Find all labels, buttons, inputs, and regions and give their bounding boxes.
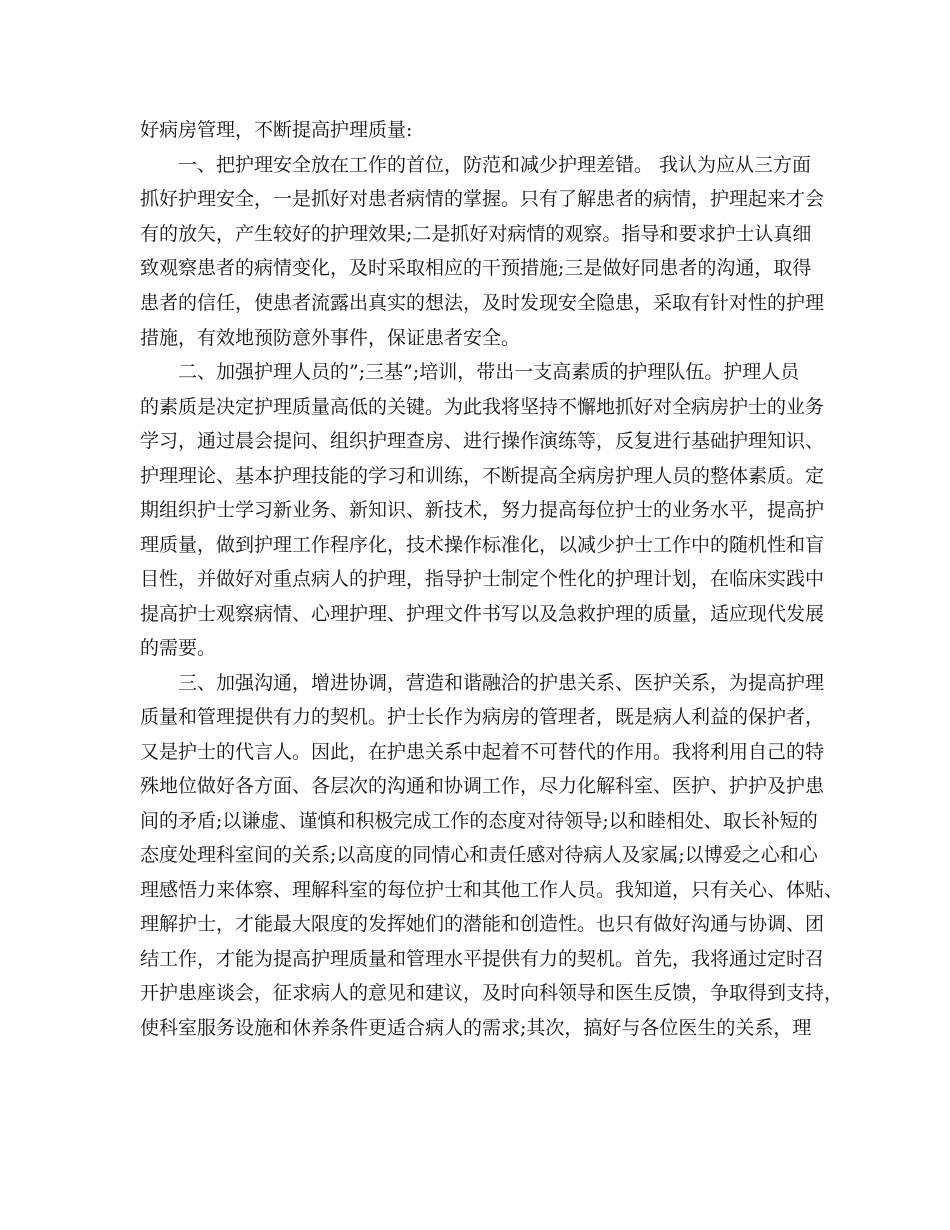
text-line: 致观察患者的病情变化，及时采取相应的干预措施;三是做好同患者的沟通，取得 — [140, 257, 812, 279]
text-line: 好病房管理，不断提高护理质量: — [140, 119, 413, 141]
text-line: 措施，有效地预防意外事件，保证患者安全。 — [140, 327, 521, 349]
text-line: 提高护士观察病情、心理护理、护理文件书写以及急救护理的质量，适应现代发展 — [140, 603, 825, 625]
text-line: 理质量，做到护理工作程序化，技术操作标准化，以减少护士工作中的随机性和盲 — [140, 534, 825, 556]
text-line: 理解护士，才能最大限度的发挥她们的潜能和创造性。也只有做好沟通与协调、团 — [140, 913, 825, 935]
text-line: 开护患座谈会，征求病人的意见和建议，及时向科领导和医生反馈，争取得到支持， — [140, 982, 844, 1004]
text-line: 理感悟力来体察、理解科室的每位护士和其他工作人员。我知道，只有关心、体贴、 — [140, 879, 844, 901]
text-line: 目性，并做好对重点病人的护理，指导护士制定个性化的护理计划，在临床实践中 — [140, 568, 825, 590]
text-line: 结工作，才能为提高护理质量和管理水平提供有力的契机。首先，我将通过定时召 — [140, 948, 825, 970]
text-line: 患者的信任，使患者流露出真实的想法，及时发现安全隐患，采取有针对性的护理 — [140, 292, 825, 314]
text-line: 有的放矢，产生较好的护理效果;二是抓好对病情的观察。指导和要求护士认真细 — [140, 223, 812, 245]
text-line: 护理理论、基本护理技能的学习和训练，不断提高全病房护理人员的整体素质。定 — [140, 465, 825, 487]
paragraph-heading: 一、把护理安全放在工作的首位，防范和减少护理差错。 我认为应从三方面 — [178, 154, 812, 176]
text-line: 的需要。 — [140, 637, 217, 659]
text-line: 抓好护理安全，一是抓好对患者病情的掌握。只有了解患者的病情，护理起来才会 — [140, 188, 825, 210]
paragraph-heading: 三、加强沟通，增进协调，营造和谐融洽的护患关系、医护关系，为提高护理 — [178, 672, 825, 694]
text-line: 学习，通过晨会提问、组织护理查房、进行操作演练等，反复进行基础护理知识、 — [140, 430, 825, 452]
text-line: 使科室服务设施和休养条件更适合病人的需求;其次，搞好与各位医生的关系，理 — [140, 1017, 812, 1039]
paragraph-heading: 二、加强护理人员的”;三基”;培训，带出一支高素质的护理队伍。护理人员 — [178, 361, 800, 383]
text-line: 期组织护士学习新业务、新知识、新技术，努力提高每位护士的业务水平，提高护 — [140, 499, 825, 521]
text-line: 间的矛盾;以谦虚、谨慎和积极完成工作的态度对待领导;以和睦相处、取长补短的 — [140, 810, 818, 832]
text-line: 质量和管理提供有力的契机。护士长作为病房的管理者，既是病人利益的保护者， — [140, 706, 825, 728]
text-line: 殊地位做好各方面、各层次的沟通和协调工作，尽力化解科室、医护、护护及护患 — [140, 775, 825, 797]
text-line: 的素质是决定护理质量高低的关键。为此我将坚持不懈地抓好对全病房护士的业务 — [140, 396, 825, 418]
text-line: 又是护士的代言人。因此，在护患关系中起着不可替代的作用。我将利用自己的特 — [140, 741, 825, 763]
text-line: 态度处理科室间的关系;以高度的同情心和责任感对待病人及家属;以博爱之心和心 — [140, 844, 818, 866]
